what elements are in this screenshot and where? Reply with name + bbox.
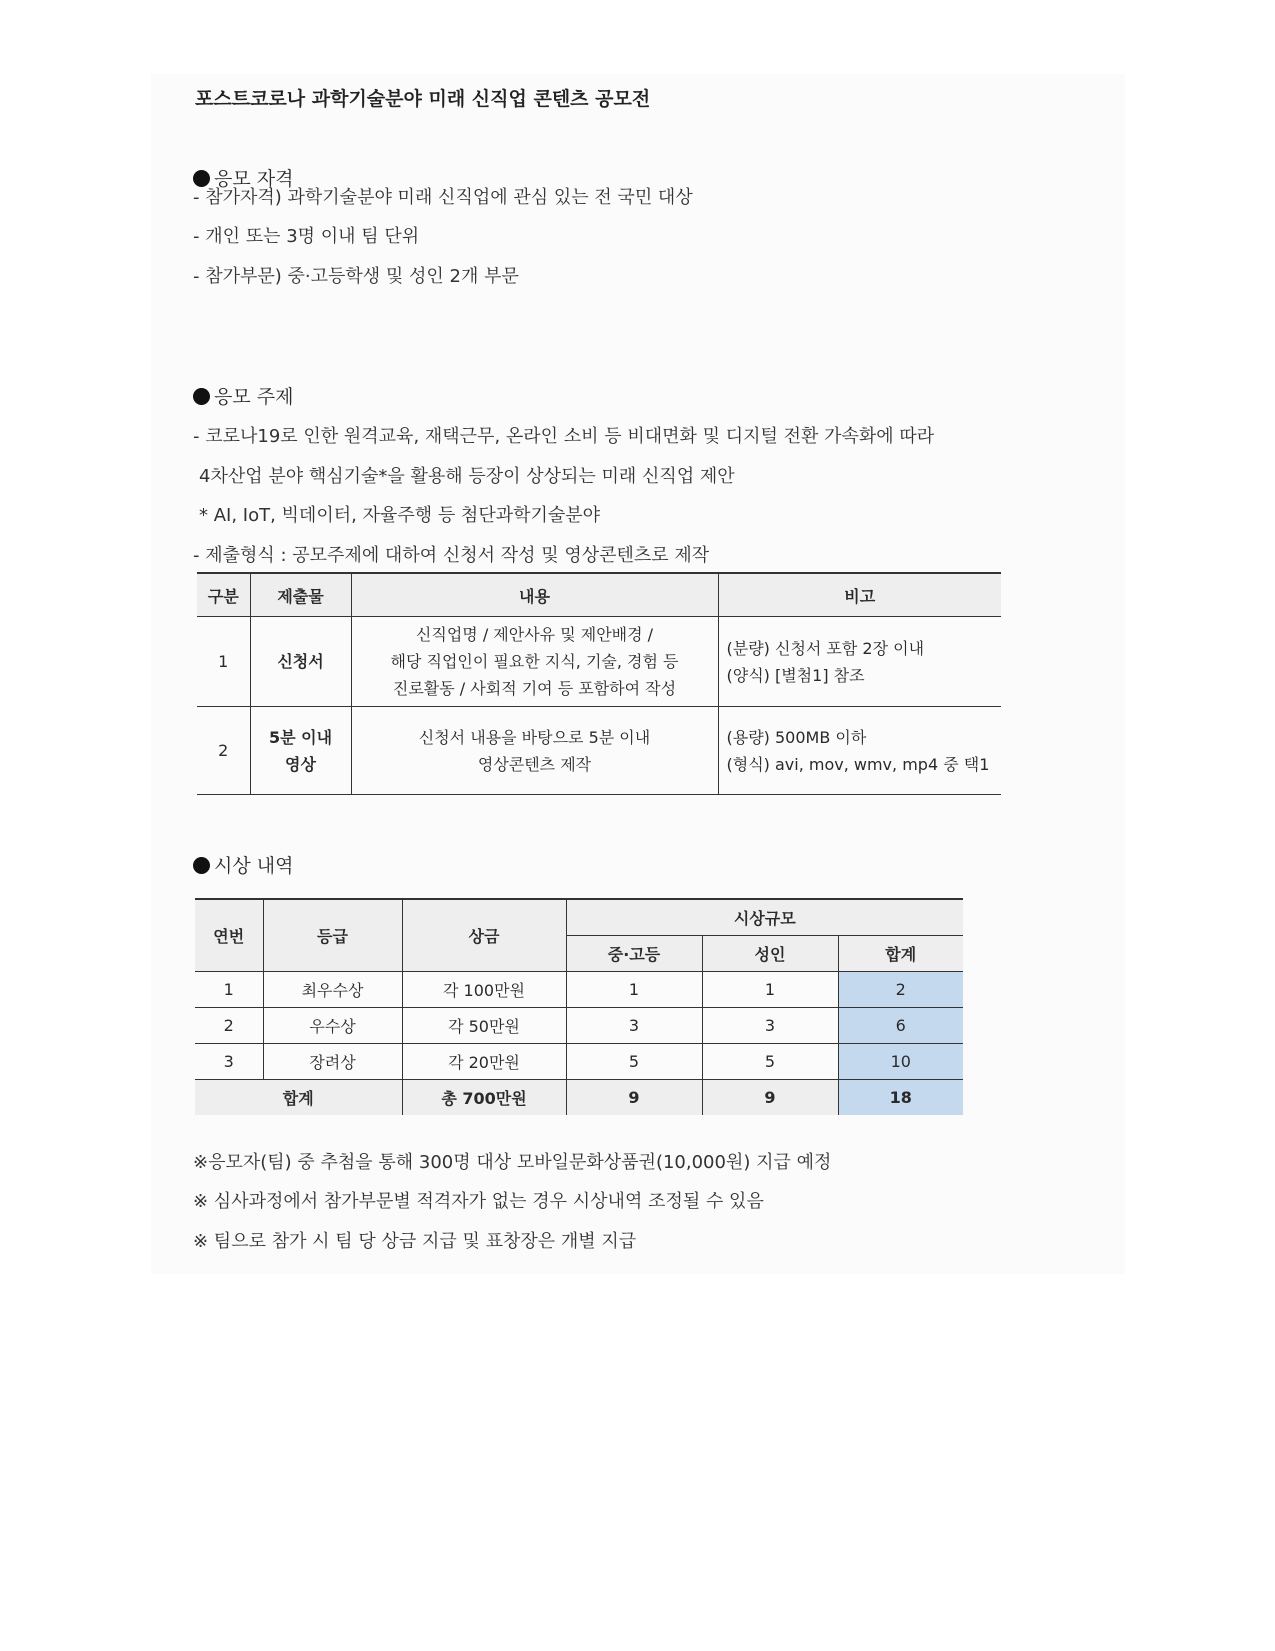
submission-table <box>197 572 1001 795</box>
cell-middle-high: 1 <box>566 972 702 1008</box>
table-row <box>195 1008 963 1044</box>
cell-total: 2 <box>838 972 963 1008</box>
eligibility-line-3: - 참가부문) 중·고등학생 및 성인 2개 부문 <box>193 266 519 287</box>
cell-grade: 최우수상 <box>263 972 402 1008</box>
bullet-icon <box>193 388 210 405</box>
topic-line-4: - 제출형식 : 공모주제에 대하여 신청서 작성 및 영상콘텐츠로 제작 <box>193 545 710 566</box>
cell-middle-high: 3 <box>566 1008 702 1044</box>
topic-line-1: - 코로나19로 인한 원격교육, 재택근무, 온라인 소비 등 비대면화 및 디지털 전환 가속화에 따라 <box>193 426 935 447</box>
awards-table <box>195 898 963 1115</box>
cell-content <box>351 707 718 795</box>
item-line: 5분 이내 <box>268 727 333 747</box>
header-cell-adult: 성인 <box>702 936 838 972</box>
topic-heading: 응모 주제 <box>193 382 293 409</box>
header-cell-middle-high: 중·고등 <box>566 936 702 972</box>
note-line-2: ※ 심사과정에서 참가부문별 적격자가 없는 경우 시상내역 조정될 수 있음 <box>193 1191 764 1212</box>
cell-no: 1 <box>195 972 263 1008</box>
cell-prize: 각 50만원 <box>402 1008 566 1044</box>
note-line: (분량) 신청서 포함 2장 이내 <box>726 638 925 658</box>
cell-middle-high: 5 <box>566 1044 702 1080</box>
cell-adult: 1 <box>702 972 838 1008</box>
content-line: 진로활동 / 사회적 기여 등 포함하여 작성 <box>392 679 677 698</box>
awards-heading: 시상 내역 <box>193 851 293 878</box>
cell-total: 10 <box>838 1044 963 1080</box>
header-cell-grade: 등급 <box>263 899 402 972</box>
header-cell-item: 제출물 <box>250 573 351 617</box>
cell-total-label: 합계 <box>195 1080 402 1116</box>
cell-no: 2 <box>195 1008 263 1044</box>
cell-total-middle-high: 9 <box>566 1080 702 1116</box>
cell-total: 6 <box>838 1008 963 1044</box>
cell-prize: 각 20만원 <box>402 1044 566 1080</box>
eligibility-line-1: - 참가자격) 과학기술분야 미래 신직업에 관심 있는 전 국민 대상 <box>193 187 693 208</box>
header-cell-total: 합계 <box>838 936 963 972</box>
table-header-row <box>195 899 963 936</box>
note-line: (용량) 500MB 이하 <box>726 727 867 747</box>
eligibility-heading: 응모 자격 <box>193 164 293 191</box>
content-line: 신청서 내용을 바탕으로 5분 이내 <box>418 727 651 747</box>
content-line: 해당 직업인이 필요한 지식, 기술, 경험 등 <box>390 652 679 671</box>
eligibility-line-2: - 개인 또는 3명 이내 팀 단위 <box>193 226 420 247</box>
header-cell-note: 비고 <box>718 573 1001 617</box>
content-line: 신직업명 / 제안사유 및 제안배경 / <box>415 625 654 644</box>
topic-line-2: 4차산업 분야 핵심기술*을 활용해 등장이 상상되는 미래 신직업 제안 <box>199 466 735 487</box>
table-row <box>197 617 1001 707</box>
note-line-1: ※응모자(팀) 중 추첨을 통해 300명 대상 모바일문화상품권(10,000원) 지급 예정 <box>193 1152 832 1173</box>
table-header-row <box>197 573 1001 617</box>
header-cell-no: 구분 <box>197 573 250 617</box>
table-row <box>195 972 963 1008</box>
cell-content <box>351 617 718 707</box>
cell-no: 3 <box>195 1044 263 1080</box>
cell-total-sum: 18 <box>838 1080 963 1116</box>
cell-adult: 3 <box>702 1008 838 1044</box>
header-cell-content: 내용 <box>351 573 718 617</box>
cell-item <box>250 707 351 795</box>
table-row <box>197 707 1001 795</box>
content-line: 영상콘텐츠 제작 <box>477 754 592 774</box>
note-line: (양식) [별첨1] 참조 <box>726 665 865 685</box>
cell-total-adult: 9 <box>702 1080 838 1116</box>
header-cell-prize: 상금 <box>402 899 566 972</box>
cell-grade: 장려상 <box>263 1044 402 1080</box>
cell-prize: 각 100만원 <box>402 972 566 1008</box>
item-line: 영상 <box>285 754 316 774</box>
cell-no: 2 <box>197 707 250 795</box>
cell-note <box>718 707 1001 795</box>
header-cell-no: 연번 <box>195 899 263 972</box>
table-row <box>195 1044 963 1080</box>
cell-adult: 5 <box>702 1044 838 1080</box>
header-cell-scale: 시상규모 <box>566 899 963 936</box>
cell-note <box>718 617 1001 707</box>
topic-line-3: * AI, IoT, 빅데이터, 자율주행 등 첨단과학기술분야 <box>199 505 601 526</box>
cell-total-prize: 총 700만원 <box>402 1080 566 1116</box>
cell-no: 1 <box>197 617 250 707</box>
note-line-3: ※ 팀으로 참가 시 팀 당 상금 지급 및 표창장은 개별 지급 <box>193 1231 637 1252</box>
note-line: (형식) avi, mov, wmv, mp4 중 택1 <box>726 754 990 774</box>
table-total-row <box>195 1080 963 1116</box>
document-title: 포스트코로나 과학기술분야 미래 신직업 콘텐츠 공모전 <box>195 88 651 110</box>
bullet-icon <box>193 857 210 874</box>
cell-item: 신청서 <box>250 617 351 707</box>
cell-grade: 우수상 <box>263 1008 402 1044</box>
